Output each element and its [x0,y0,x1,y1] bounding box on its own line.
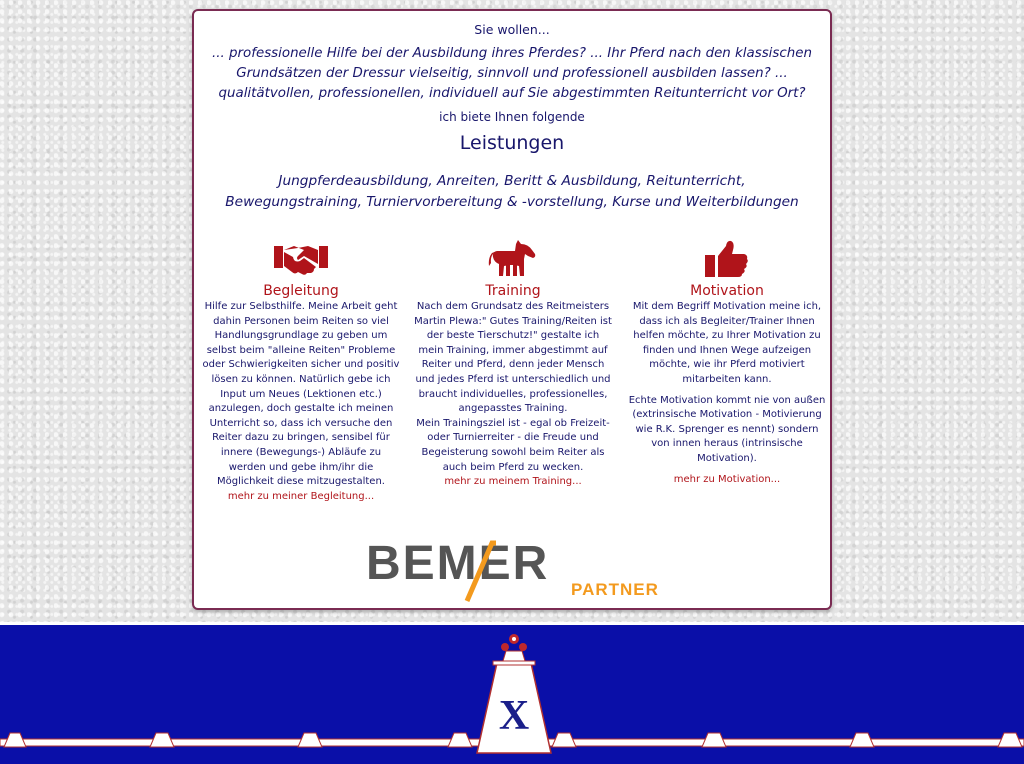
more-training-link[interactable]: mehr zu meinem Training... [444,476,582,488]
content-card [192,9,832,610]
horse-icon [413,237,613,281]
question-text: ... professionelle Hilfe bei der Ausbildung ihres Pferdes? ... Ihr Pferd nach den klassischen Grundsätzen der Dressur vielseitig, sinnvoll und professionell ausbilden lassen? ... qualitätvollen, professionellen, individuell auf Sie abgestimmten Reitunterricht vor Ort? [212,46,812,101]
column-text-part2: Echte Motivation kommt nie von außen (extrinsische Motivation - Motivierung wie R.K. Sprenger es nennt) sondern von innen heraus (intrinsische Motivation). [628,394,826,464]
arena-marker-x: X [498,693,530,739]
thumbs-up-icon [627,237,827,281]
handshake-icon [201,237,401,281]
more-motivation-link[interactable]: mehr zu Motivation... [673,473,781,485]
services-list: Jungpferdeausbildung, Anreiten, Beritt & Ausbildung, Reitunterricht, Bewegungstraining, Turniervorbereitung & -vorstellung, Kurse und Weiterbildungen [225,173,799,210]
column-text [627,300,827,467]
column-motivation [627,237,827,485]
logo-main-text: BEMER [366,537,550,590]
more-begleitung-link[interactable]: mehr zu meiner Begleitung... [227,490,375,502]
column-text-part1: Nach dem Grundsatz des Reitmeisters Martin Plewa:" Gutes Training/Reiten ist der beste Tierschutz!" gestalte ich mein Training, immer abgestimmt auf Reiter und Pferd, denn jeder Mensch und jedes Pferd ist unterschiedlich und braucht individuelles, professionelles, angepasstes Training. [414,301,612,415]
column-text [413,300,613,475]
column-title: Motivation [690,283,764,299]
column-title: Training [485,283,541,299]
intro-text: Sie wollen... [474,22,550,37]
column-begleitung [201,237,401,502]
column-title: Begleitung [263,283,339,299]
column-text: Hilfe zur Selbsthilfe. Meine Arbeit geht dahin Personen beim Reiten so viel Handlungsgrundlage zu geben um selbst beim "alleine Reiten" Probleme oder Schwierigkeiten sicher und positiv lösen zu können. Natürlich gebe ich Input um Neues (Lektionen etc.) anzulegen, doch gestalte ich meinen Unterricht so, dass ich versuche den Reiter dazu zu bringen, sensibel für innere (Bewegungs-) Abläufe zu werden und gebe ihm/ihr die Möglichkeit diese mitzugestalten. [202,301,400,488]
column-text-part2: Mein Trainingsziel ist - egal ob Freizeit- oder Turnierreiter - die Freude und Begeisterung sowohl beim Reiter als auch beim Pferd zu wecken. [416,417,610,473]
logo-sub-text: PARTNER [571,580,659,599]
page-title: Leistungen [459,132,565,154]
column-training [413,237,613,487]
dressage-arena-footer [0,622,1024,764]
column-text-part1: Mit dem Begriff Motivation meine ich, dass ich als Begleiter/Trainer Ihnen helfen möchte, zu Ihrer Motivation zu finden und Ihnen Wege aufzeigen möchte, wie ihr Pferd motiviert mitarbeiten kann. [632,301,822,385]
offer-text: ich biete Ihnen folgende [439,110,585,124]
bemer-partner-logo[interactable] [364,531,664,603]
